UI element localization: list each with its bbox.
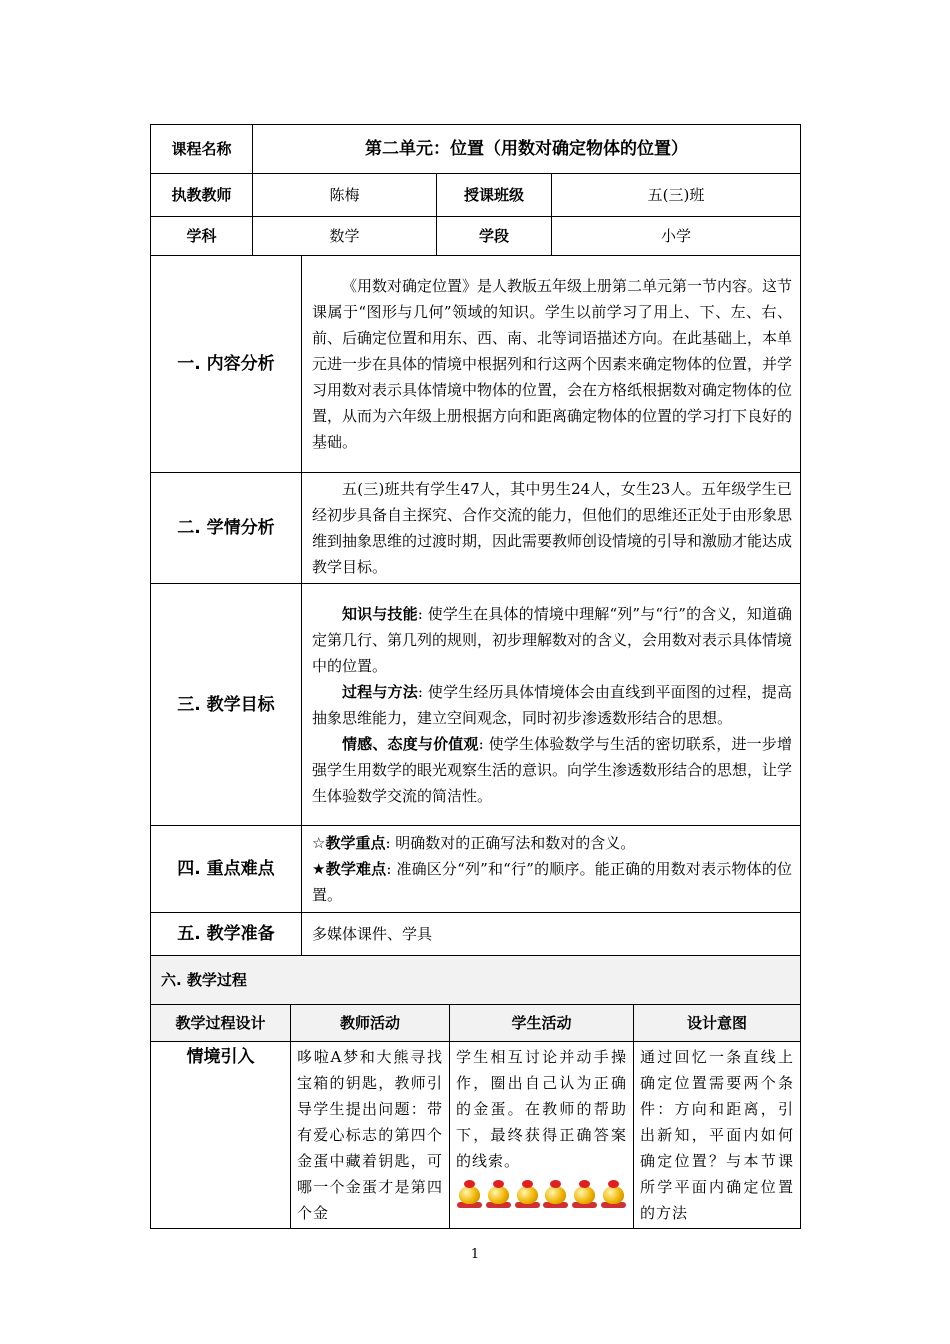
golden-egg-icon xyxy=(456,1180,483,1208)
goal-emotion-text: : 使学生体验数学与生活的密切联系，进一步增强学生用数学的眼光观察生活的意识。向学生渗透数形结合的思想，让学生体验数学交流的简洁性。 xyxy=(312,734,793,805)
key-points-title: 四. 重点难点 xyxy=(151,826,302,913)
course-name-label: 课程名称 xyxy=(151,125,253,174)
process-col-teacher: 教师活动 xyxy=(291,1005,450,1042)
teacher-activity: 哆啦A梦和大熊寻找宝箱的钥匙，教师引导学生提出问题：带有爱心标志的第四个金蛋中藏着钥匙，可哪一个金蛋才是第四个金 xyxy=(291,1042,450,1229)
stage-value: 小学 xyxy=(552,217,801,256)
teacher-label: 执教教师 xyxy=(151,174,253,217)
goal-knowledge-text: : 使学生在具体的情境中理解“列”与“行”的含义，知道确定第几行、第几列的规则，初步理解数对的含义，会用数对表示具体情境中的位置。 xyxy=(312,604,793,675)
process-title: 六. 教学过程 xyxy=(151,956,801,1005)
subject-label: 学科 xyxy=(151,217,253,256)
goal-process-text: : 使学生经历具体情境体会由直线到平面图的过程，提高抽象思维能力，建立空间观念，同时初步渗透数形结合的思想。 xyxy=(312,682,792,727)
key-point-text: : 明确数对的正确写法和数对的含义。 xyxy=(385,834,636,852)
page-number: 1 xyxy=(470,1247,480,1262)
course-info-table xyxy=(150,124,801,256)
stage-intro: 情境引入 xyxy=(151,1042,291,1229)
content-analysis-text: 《用数对确定位置》是人教版五年级上册第二单元第一节内容。这节课属于“图形与几何”领域的知识。学生以前学习了用上、下、左、右、前、后确定位置和用东、西、南、北等词语描述方向。在此基础上，本单元进一步在具体的情境中根据列和行这两个因素来确定物体的位置，并学习用数对表示具体情境中物体的位置，会在方格纸根据数对确定物体的位置，从而为六年级上册根据方向和距离确定物体的位置的学习打下良好的基础。 xyxy=(312,277,793,451)
key-point xyxy=(312,830,792,856)
process-table xyxy=(150,955,801,1229)
subject-value: 数学 xyxy=(253,217,437,256)
design-intent: 通过回忆一条直线上确定位置需要两个条件：方向和距离，引出新知，平面内如何确定位置？与本节课所学平面内确定位置的方法 xyxy=(634,1042,801,1229)
process-col-student: 学生活动 xyxy=(450,1005,634,1042)
student-analysis-title: 二. 学情分析 xyxy=(151,473,302,584)
student-analysis-text: 五(三)班共有学生47人，其中男生24人，女生23人。五年级学生已经初步具备自主探究、合作交流的能力，但他们的思维还正处于由形象思维到抽象思维的过渡时期，因此需要教师创设情境的引导和激励才能达成教学目标。 xyxy=(312,480,793,576)
process-col-design: 教学过程设计 xyxy=(151,1005,291,1042)
content-analysis-title: 一. 内容分析 xyxy=(151,256,302,473)
goal-process xyxy=(312,679,792,731)
sections-table xyxy=(150,255,801,956)
goal-emotion xyxy=(312,731,792,809)
preparation-text: 多媒体课件、学具 xyxy=(302,913,801,956)
student-activity-cell xyxy=(450,1042,634,1229)
golden-eggs-image xyxy=(456,1180,627,1208)
golden-egg-icon xyxy=(600,1180,627,1208)
teaching-goals-title: 三. 教学目标 xyxy=(151,584,302,826)
process-col-intent: 设计意图 xyxy=(634,1005,801,1042)
golden-egg-icon xyxy=(485,1180,512,1208)
preparation-title: 五. 教学准备 xyxy=(151,913,302,956)
difficult-point xyxy=(312,856,792,908)
stage-label: 学段 xyxy=(437,217,552,256)
goal-knowledge xyxy=(312,601,792,679)
difficult-point-label: ★教学难点 xyxy=(312,860,387,878)
goal-knowledge-label: 知识与技能 xyxy=(342,604,418,623)
student-activity: 学生相互讨论并动手操作，圈出自己认为正确的金蛋。在教师的帮助下，最终获得正确答案的线索。 xyxy=(456,1048,627,1170)
difficult-point-text: : 准确区分“列”和“行”的顺序。能正确的用数对表示物体的位置。 xyxy=(312,860,793,904)
goal-process-label: 过程与方法 xyxy=(342,682,418,701)
course-name-value: 第二单元：位置（用数对确定物体的位置） xyxy=(253,125,801,174)
goal-emotion-label: 情感、态度与价值观 xyxy=(342,734,479,753)
key-point-label: ☆教学重点 xyxy=(312,834,386,852)
class-value: 五(三)班 xyxy=(552,174,801,217)
class-label: 授课班级 xyxy=(437,174,552,217)
golden-egg-icon xyxy=(542,1180,569,1208)
teacher-value: 陈梅 xyxy=(253,174,437,217)
golden-egg-icon xyxy=(571,1180,598,1208)
golden-egg-icon xyxy=(514,1180,541,1208)
